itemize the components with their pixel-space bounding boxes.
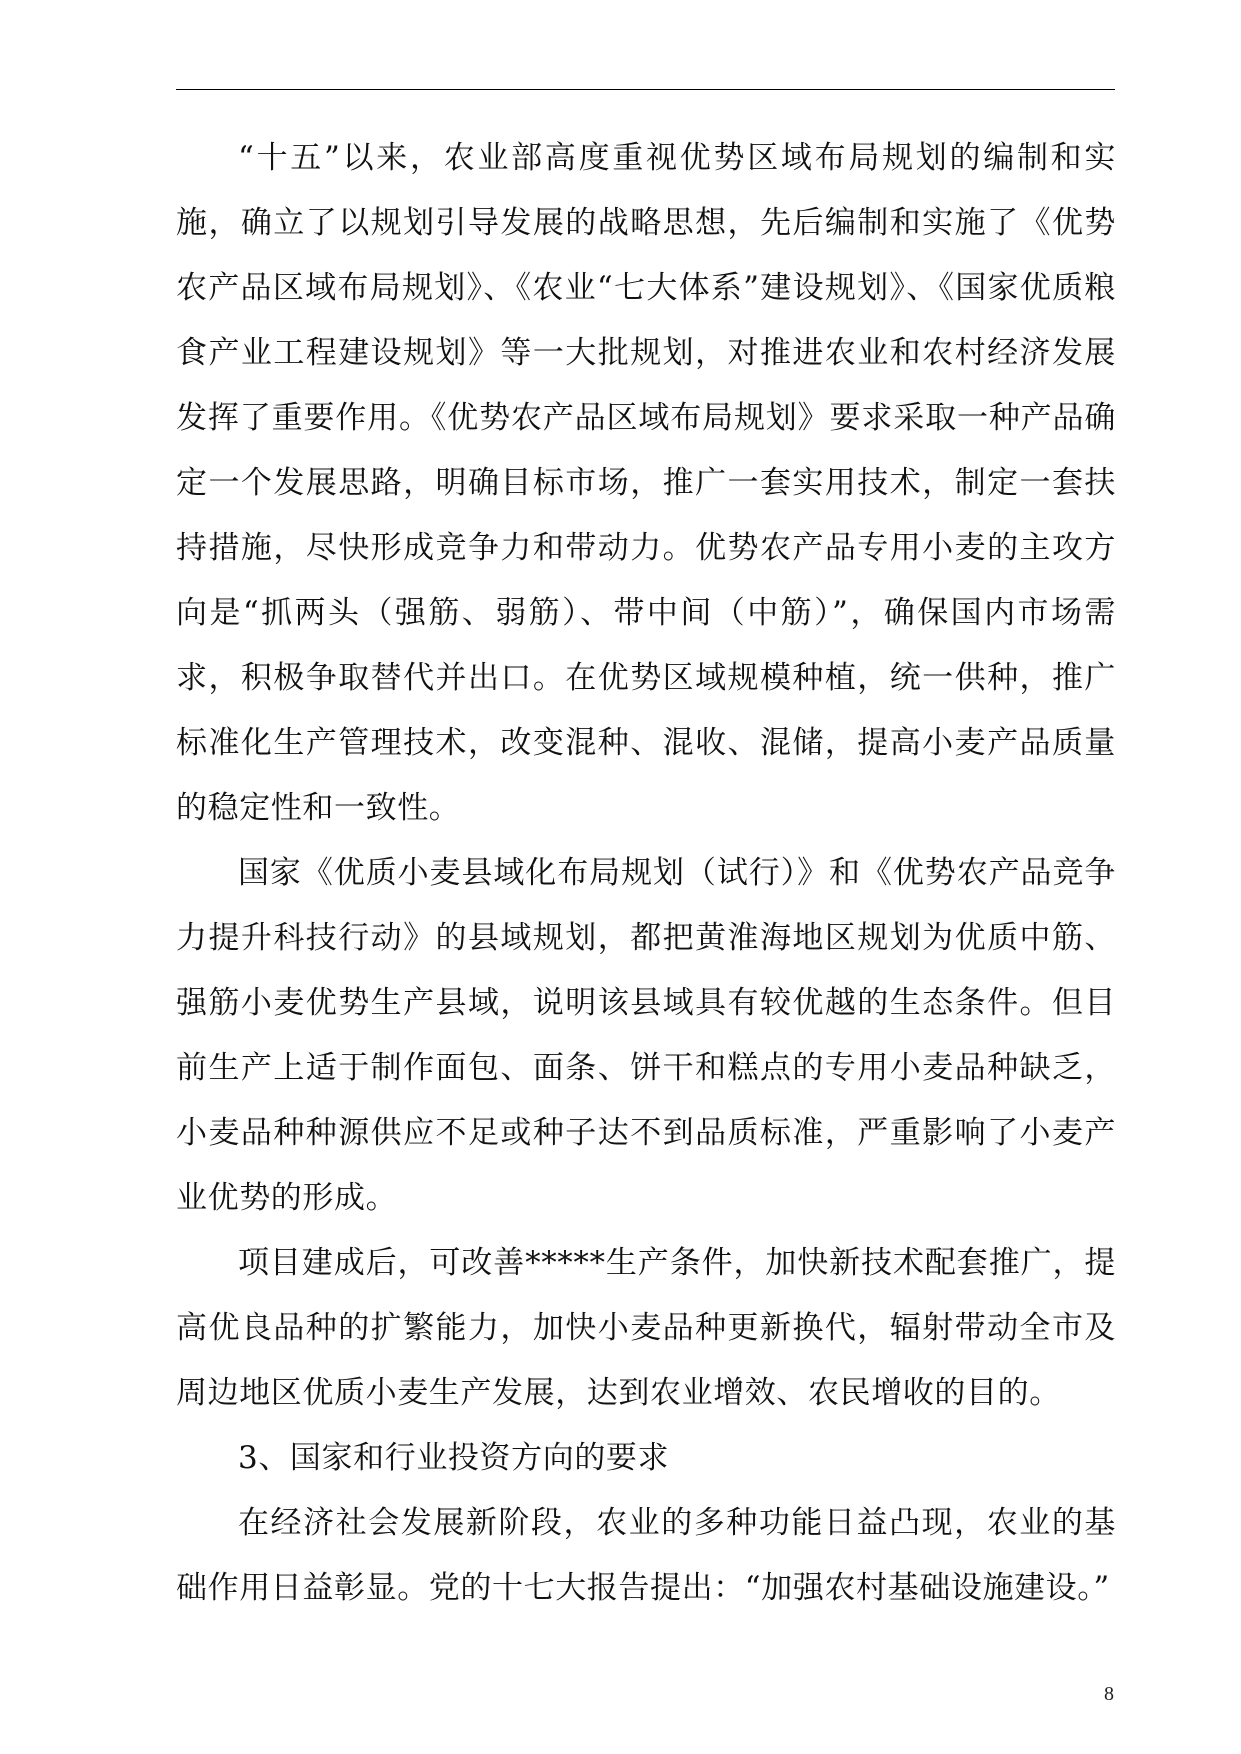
- section-heading: 3、国家和行业投资方向的要求: [238, 1440, 670, 1476]
- body-text: [176, 126, 1116, 1621]
- page-number: 8: [1104, 1683, 1114, 1705]
- header-rule: [176, 89, 1115, 90]
- paragraph-3: 项目建成后，可改善*****生产条件，加快新技术配套推广，提高优良品种的扩繁能力，加快小麦品种更新换代，辐射带动全市及周边地区优质小麦生产发展，达到农业增效、农民增收的目的。: [176, 1245, 1116, 1411]
- paragraph-1: “十五”以来，农业部高度重视优势区域布局规划的编制和实施，确立了以规划引导发展的战略思想，先后编制和实施了《优势农产品区域布局规划》、《农业“七大体系”建设规划》、《国家优质粮食产业工程建设规划》等一大批规划，对推进农业和农村经济发展发挥了重要作用。《优势农产品区域布局规划》要求采取一种产品确定一个发展思路，明确目标市场，推广一套实用技术，制定一套扶持措施，尽快形成竞争力和带动力。优势农产品专用小麦的主攻方向是“抓两头（强筋、弱筋）、带中间（中筋）”，确保国内市场需求，积极争取替代并出口。在优势区域规模种植，统一供种，推广标准化生产管理技术，改变混种、混收、混储，提高小麦产品质量的稳定性和一致性。: [176, 140, 1116, 826]
- paragraph-2: 国家《优质小麦县域化布局规划（试行）》和《优势农产品竞争力提升科技行动》的县域规划，都把黄淮海地区规划为优质中筋、强筋小麦优势生产县域，说明该县域具有较优越的生态条件。但目前生产上适于制作面包、面条、饼干和糕点的专用小麦品种缺乏，小麦品种种源供应不足或种子达不到品质标准，严重影响了小麦产业优势的形成。: [176, 855, 1116, 1216]
- paragraph-4: 在经济社会发展新阶段，农业的多种功能日益凸现，农业的基础作用日益彰显。党的十七大报告提出：“加强农村基础设施建设。”: [176, 1505, 1116, 1606]
